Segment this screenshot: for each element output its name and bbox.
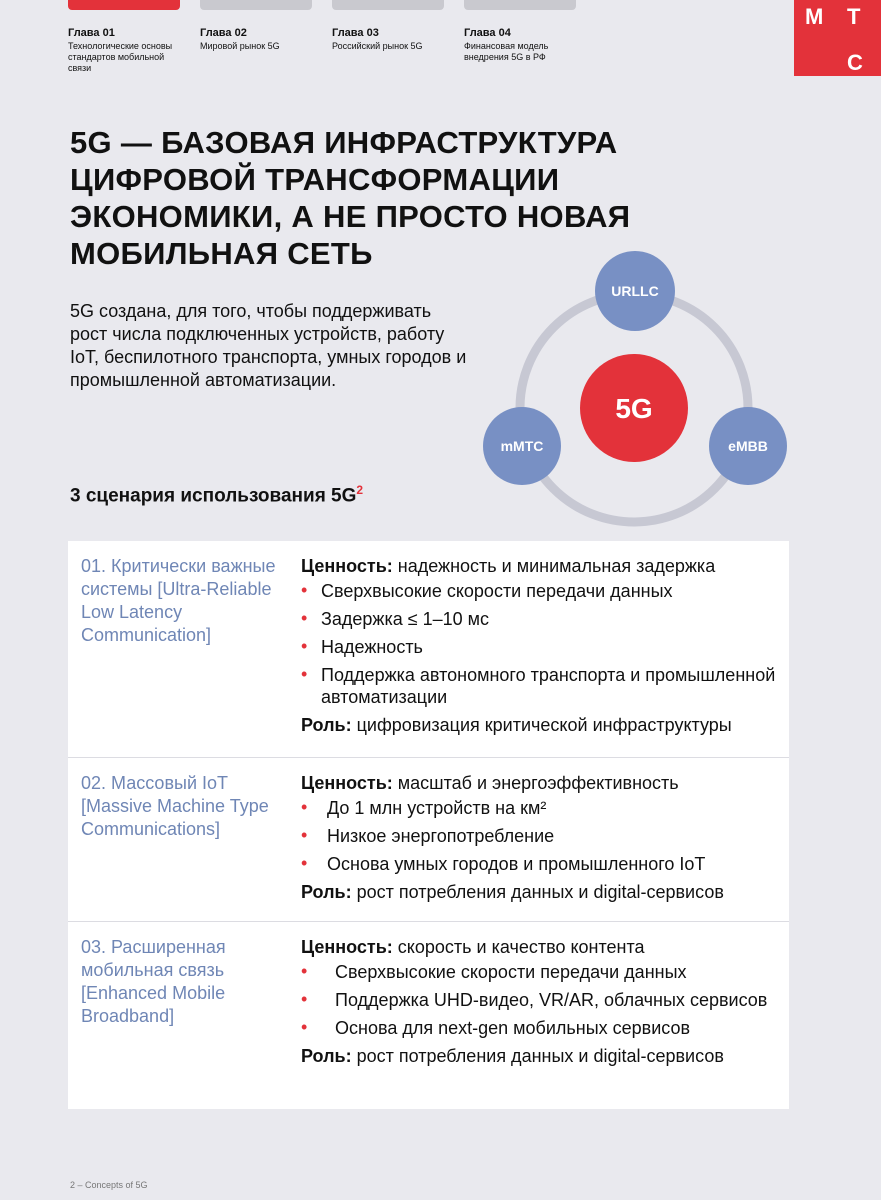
chapter-description: Мировой рынок 5G: [200, 41, 280, 51]
list-item: [301, 580, 781, 602]
footnote-ref: 2: [356, 483, 364, 497]
value-text: скорость и качество контента: [392, 937, 645, 957]
scenario-name: 03. Расширенная мобильная связь [Enhanced Mobile Broadband]: [81, 937, 226, 1026]
list-item-text: Сверхвысокие скорости передачи данных: [335, 962, 687, 982]
value-text: масштаб и энергоэффективность: [392, 773, 679, 793]
list-item: [301, 853, 781, 875]
bullet-icon: •: [301, 853, 308, 873]
value-label: Ценность:: [301, 773, 393, 793]
role-line: [301, 881, 781, 903]
list-item-text: До 1 млн устройств на км²: [327, 798, 547, 818]
mts-logo: [794, 0, 881, 76]
chapter-number: Глава 04: [464, 27, 511, 39]
chapter-indicator-active: [68, 0, 180, 10]
value-label: Ценность:: [301, 556, 393, 576]
chapter-description: Технологические основы стандартов мобильной связи: [68, 41, 173, 73]
list-item: [301, 1017, 781, 1039]
bullet-icon: •: [301, 825, 308, 845]
value-line: [301, 772, 781, 794]
bullet-icon: •: [301, 989, 308, 1009]
bullet-icon: •: [301, 1017, 308, 1037]
scenario-name: 01. Критически важные системы [Ultra-Reliable Low Latency Communication]: [81, 556, 276, 645]
list-item-text: Надежность: [321, 637, 423, 657]
list-item: [301, 797, 781, 819]
list-item-text: Поддержка автономного транспорта и промышленной автоматизации: [321, 665, 776, 707]
list-item: [301, 636, 781, 658]
table-row: [68, 541, 789, 757]
scenarios-table: [68, 541, 789, 1109]
logo-letter: М: [805, 4, 824, 29]
value-label: Ценность:: [301, 937, 393, 957]
bullet-list: [301, 961, 781, 1039]
list-item: [301, 608, 781, 630]
role-label: Роль:: [301, 715, 352, 735]
list-item-text: Основа для next-gen мобильных сервисов: [335, 1018, 691, 1038]
list-item: [301, 664, 781, 708]
role-text: рост потребления данных и digital-сервисов: [351, 882, 724, 902]
chapter-tab-03[interactable]: [332, 0, 444, 52]
scenarios-heading: [70, 483, 363, 507]
bullet-icon: •: [301, 664, 308, 684]
chapter-tab-02[interactable]: [200, 0, 312, 52]
bullet-icon: •: [301, 797, 308, 817]
value-line: [301, 555, 781, 577]
5g-scenarios-diagram: [470, 250, 810, 540]
page-footer: 2 – Concepts of 5G: [70, 1180, 148, 1190]
chapter-description: Российский рынок 5G: [332, 41, 423, 51]
scenario-name: 02. Массовый IoT [Massive Machine Type Communications]: [81, 773, 269, 839]
value-line: [301, 936, 781, 958]
intro-paragraph: 5G создана, для того, чтобы поддерживать рост числа подключенных устройств, работу IoT, беспилотного транспорта, умных городов и промышленной автоматизации.: [70, 301, 467, 390]
chapter-description: Финансовая модель внедрения 5G в РФ: [464, 41, 549, 62]
chapter-number: Глава 02: [200, 27, 247, 39]
bullet-icon: •: [301, 580, 308, 600]
role-text: рост потребления данных и digital-сервисов: [351, 1046, 724, 1066]
logo-letter: Т: [847, 4, 861, 29]
scenario-details: [301, 772, 781, 903]
chapter-nav: [68, 0, 588, 80]
table-row: [68, 757, 789, 922]
logo-letter: С: [847, 50, 863, 75]
role-label: Роль:: [301, 1046, 352, 1066]
scenarios-heading-text: 3 сценария использования 5G: [70, 485, 357, 507]
bullet-icon: •: [301, 636, 308, 656]
chapter-number: Глава 01: [68, 27, 115, 39]
bullet-list: [301, 797, 781, 875]
diagram-node-label: eMBB: [728, 438, 768, 454]
table-row: [68, 921, 789, 1110]
bullet-list: [301, 580, 781, 708]
list-item-text: Задержка ≤ 1–10 мс: [321, 609, 490, 629]
role-label: Роль:: [301, 882, 352, 902]
diagram-node-label: mMTC: [500, 438, 544, 454]
list-item-text: Поддержка UHD-видео, VR/AR, облачных сервисов: [335, 990, 768, 1010]
list-item-text: Сверхвысокие скорости передачи данных: [321, 581, 673, 601]
chapter-tab-04[interactable]: [464, 0, 576, 63]
diagram-node-label: URLLC: [611, 283, 659, 299]
list-item: [301, 825, 781, 847]
role-line: [301, 714, 781, 736]
role-line: [301, 1045, 781, 1067]
diagram-center-label: 5G: [615, 393, 653, 424]
bullet-icon: •: [301, 961, 308, 981]
list-item: [301, 961, 781, 983]
scenario-details: [301, 555, 781, 736]
chapter-indicator: [200, 0, 312, 10]
chapter-number: Глава 03: [332, 27, 379, 39]
page-title: 5G — БАЗОВАЯ ИНФРАСТРУКТУРА ЦИФРОВОЙ ТРАНСФОРМАЦИИ ЭКОНОМИКИ, А НЕ ПРОСТО НОВАЯ МОБИЛЬНАЯ СЕТЬ: [70, 125, 631, 271]
chapter-indicator: [464, 0, 576, 10]
role-text: цифровизация критической инфраструктуры: [351, 715, 732, 735]
list-item: [301, 989, 781, 1011]
value-text: надежность и минимальная задержка: [392, 556, 716, 576]
bullet-icon: •: [301, 608, 308, 628]
list-item-text: Основа умных городов и промышленного IoT: [327, 854, 706, 874]
chapter-indicator: [332, 0, 444, 10]
list-item-text: Низкое энергопотребление: [327, 826, 555, 846]
scenario-details: [301, 936, 781, 1067]
chapter-tab-01[interactable]: [68, 0, 180, 74]
